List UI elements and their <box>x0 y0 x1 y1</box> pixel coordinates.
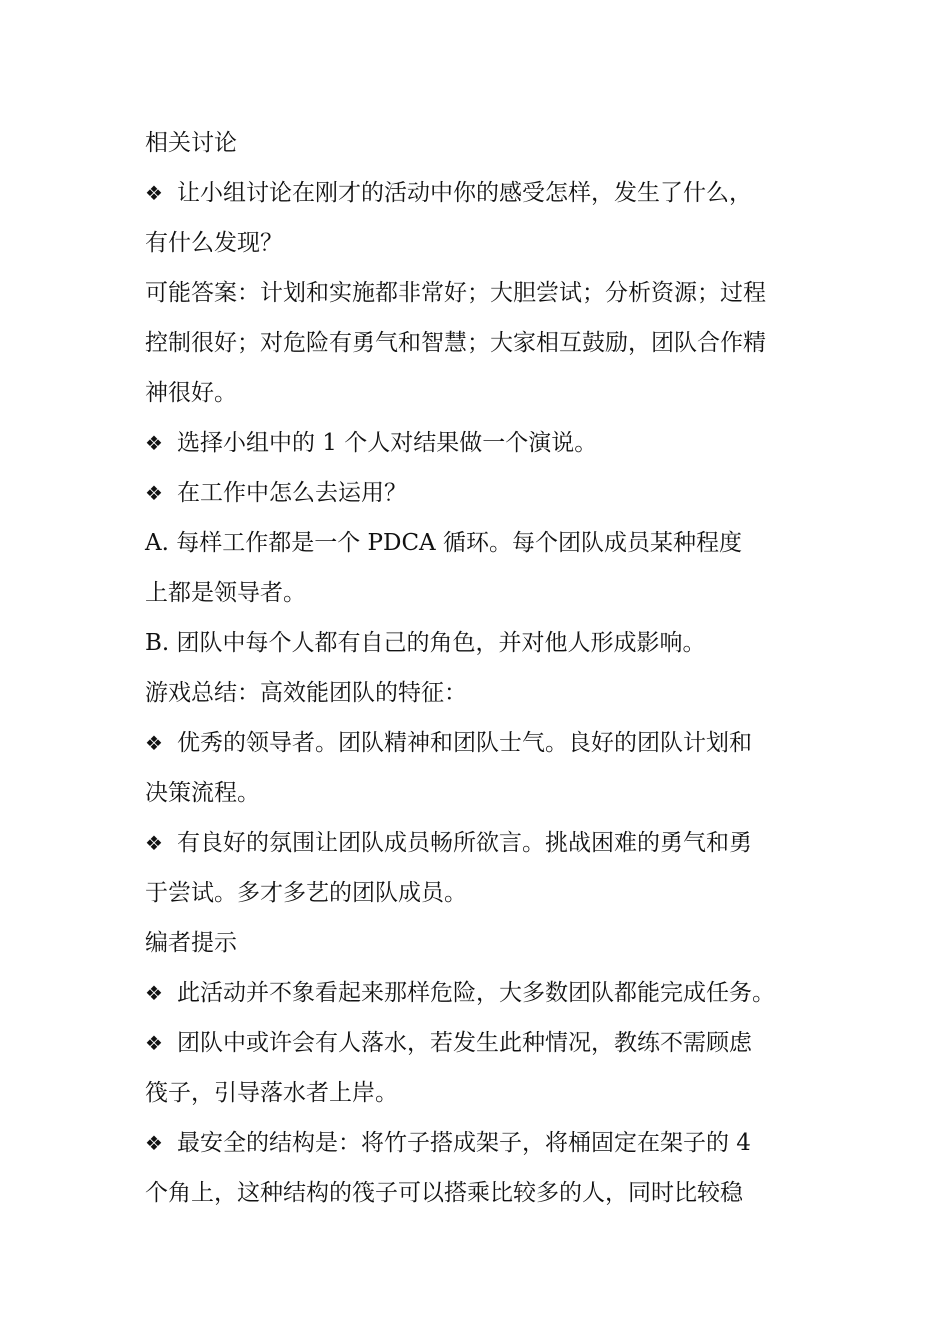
bullet-icon: ❖ <box>145 181 163 205</box>
section-heading: 游戏总结：高效能团队的特征： <box>145 680 467 706</box>
section-heading: 编者提示 <box>145 930 237 956</box>
bullet-icon: ❖ <box>145 431 163 455</box>
paragraph-line: 个角上，这种结构的筏子可以搭乘比较多的人，同时比较稳 <box>145 1180 743 1206</box>
bullet-paragraph: ❖ 有良好的氛围让团队成员畅所欲言。挑战困难的勇气和勇 <box>145 818 825 868</box>
paragraph-line: 筏子，引导落水者上岸。 <box>145 1080 398 1106</box>
paragraph-line: 上都是领导者。 <box>145 580 306 606</box>
paragraph-line: 决策流程。 <box>145 780 260 806</box>
bullet-paragraph: ❖ 选择小组中的 1 个人对结果做一个演说。 <box>145 418 825 468</box>
bullet-icon: ❖ <box>145 731 163 755</box>
paragraph-line: B. 团队中每个人都有自己的角色，并对他人形成影响。 <box>145 630 706 656</box>
paragraph-line: 控制很好；对危险有勇气和智慧；大家相互鼓励，团队合作精 <box>145 330 766 356</box>
bullet-paragraph: ❖ 让小组讨论在刚才的活动中你的感受怎样，发生了什么， <box>145 168 825 218</box>
bullet-icon: ❖ <box>145 1131 163 1155</box>
bullet-paragraph: ❖ 团队中或许会有人落水，若发生此种情况，教练不需顾虑 <box>145 1018 825 1068</box>
bullet-icon: ❖ <box>145 1031 163 1055</box>
bullet-paragraph: ❖ 最安全的结构是：将竹子搭成架子，将桶固定在架子的 4 <box>145 1118 825 1168</box>
paragraph-line: 可能答案：计划和实施都非常好；大胆尝试；分析资源；过程 <box>145 280 766 306</box>
bullet-icon: ❖ <box>145 981 163 1005</box>
paragraph-line: 神很好。 <box>145 380 237 406</box>
document-body <box>145 118 825 1218</box>
bullet-paragraph: ❖ 此活动并不象看起来那样危险，大多数团队都能完成任务。 <box>145 968 825 1018</box>
section-heading: 相关讨论 <box>145 130 237 156</box>
bullet-icon: ❖ <box>145 481 163 505</box>
bullet-paragraph: ❖ 优秀的领导者。团队精神和团队士气。良好的团队计划和 <box>145 718 825 768</box>
bullet-icon: ❖ <box>145 831 163 855</box>
paragraph-line: 有什么发现？ <box>145 230 283 256</box>
bullet-paragraph: ❖ 在工作中怎么去运用？ <box>145 468 825 518</box>
paragraph-line: 于尝试。多才多艺的团队成员。 <box>145 880 467 906</box>
paragraph-line: A. 每样工作都是一个 PDCA 循环。每个团队成员某种程度 <box>145 530 742 556</box>
